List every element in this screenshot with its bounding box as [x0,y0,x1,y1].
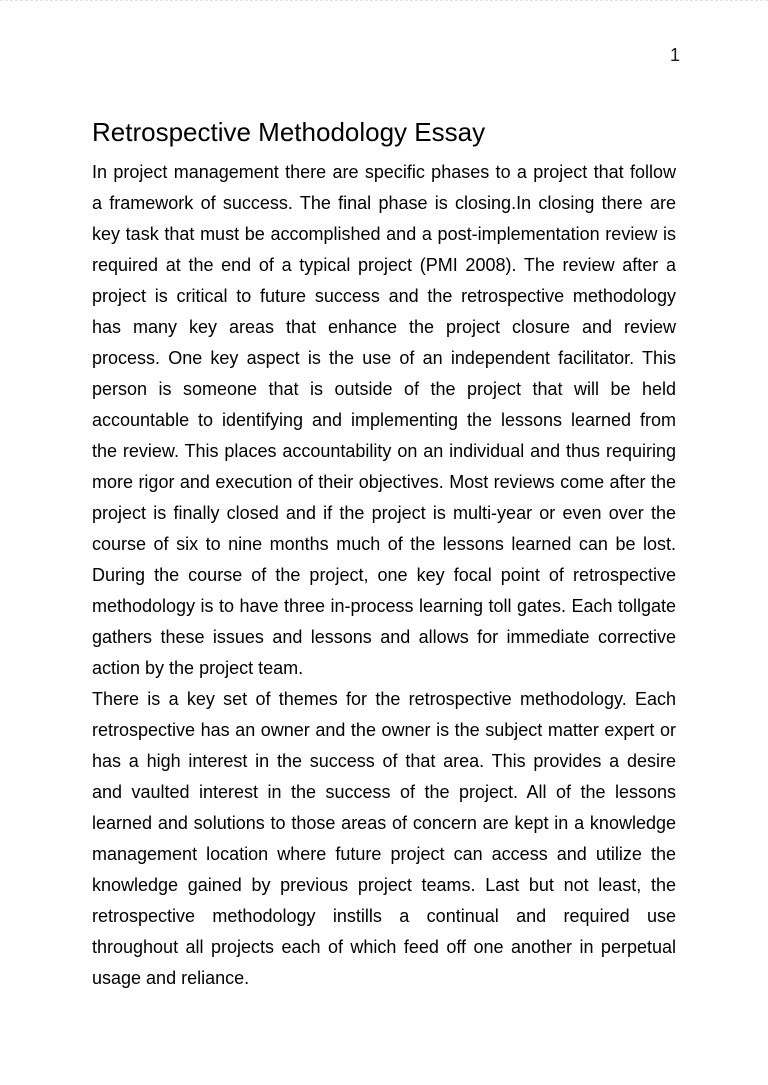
text-line: retrospective has an owner and the owner is the subject matter expert or [92,720,676,740]
text-line: retrospective methodology instills a continual and required use [92,906,676,926]
essay-title: Retrospective Methodology Essay [92,117,486,147]
text-line: has many key areas that enhance the project closure and review [92,317,676,337]
essay-content [92,1,676,994]
text-line: management location where future project can access and utilize the [92,844,676,864]
text-line: more rigor and execution of their objectives. Most reviews come after the [92,472,676,492]
text-line: action by the project team. [92,658,304,678]
text-line: process. One key aspect is the use of an independent facilitator. This [92,348,676,368]
text-line: knowledge gained by previous project teams. Last but not least, the [92,875,676,895]
text-line: project is finally closed and if the project is multi-year or even over the [92,503,676,523]
page-number: 1 [669,45,680,65]
text-line: There is a key set of themes for the retrospective methodology. Each [92,689,676,709]
text-line: throughout all projects each of which feed off one another in perpetual [92,937,676,957]
text-line: accountable to identifying and implementing the lessons learned from [92,410,676,430]
text-line: usage and reliance. [92,968,250,988]
text-line: course of six to nine months much of the lessons learned can be lost. [92,534,676,554]
text-line: During the course of the project, one key focal point of retrospective [92,565,676,585]
text-line: methodology is to have three in-process learning toll gates. Each tollgate [92,596,676,616]
text-line: has a high interest in the success of that area. This provides a desire [92,751,676,771]
text-line: learned and solutions to those areas of concern are kept in a knowledge [92,813,676,833]
text-line: gathers these issues and lessons and allows for immediate corrective [92,627,676,647]
text-line: the review. This places accountability on an individual and thus requiring [92,441,676,461]
text-line: person is someone that is outside of the project that will be held [92,379,676,399]
essay-body [92,157,676,994]
text-line: In project management there are specific phases to a project that follow [92,162,676,182]
text-line: and vaulted interest in the success of the project. All of the lessons [92,782,676,802]
text-line: key task that must be accomplished and a post-implementation review is [92,224,676,244]
text-line: required at the end of a typical project (PMI 2008). The review after a [92,255,676,275]
text-line: project is critical to future success and the retrospective methodology [92,286,676,306]
text-line: a framework of success. The final phase is closing.In closing there are [92,193,676,213]
